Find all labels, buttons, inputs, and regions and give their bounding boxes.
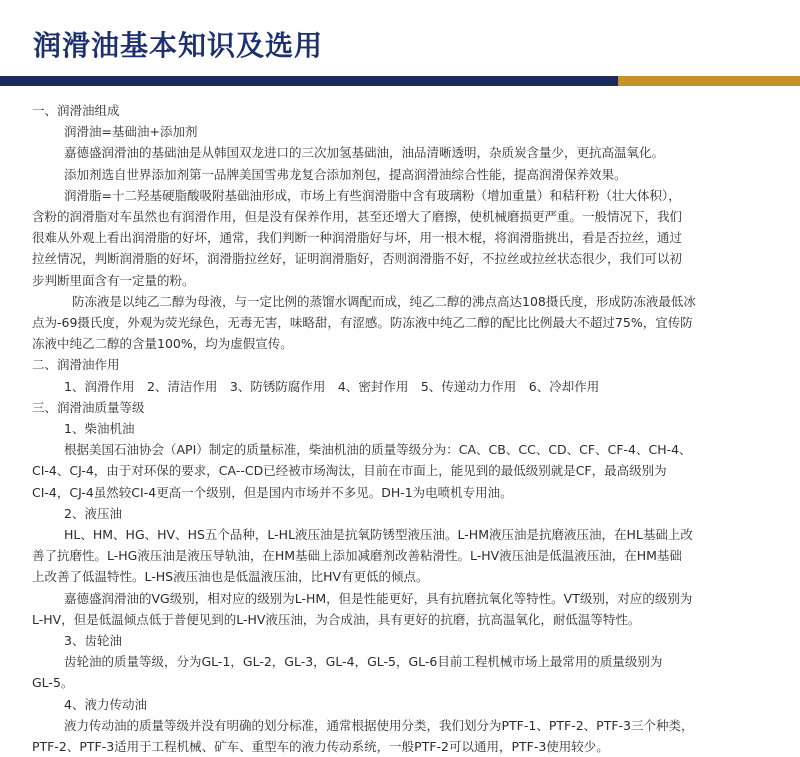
divider-dark-segment bbox=[0, 76, 618, 86]
paragraph-line: 润滑脂=十二羟基硬脂酸吸附基础油形成，市场上有些润滑脂中含有玻璃粉（增加重量）和秸秆粉（壮大体积）， bbox=[64, 187, 681, 203]
subsection-heading: 3、齿轮油 bbox=[64, 633, 122, 649]
paragraph-line: 上改善了低温特性。L-HS液压油也是低温液压油，比HV有更低的倾点。 bbox=[32, 569, 429, 585]
paragraph-line: 防冻液是以纯乙二醇为母液，与一定比例的蒸馏水调配而成，纯乙二醇的沸点高达108摄氏度，形成防冻液最低冰 bbox=[72, 293, 696, 309]
article-body bbox=[32, 100, 784, 757]
paragraph-line: 添加剂选自世界添加剂第一品牌美国雪弗龙复合添加剂包，提高润滑油综合性能，提高润滑保养效果。 bbox=[64, 166, 627, 182]
paragraph-line: PTF-2、PTF-3适用于工程机械、矿车、重型车的液力传动系统，一般PTF-2可以通用，PTF-3使用较少。 bbox=[32, 739, 609, 755]
paragraph-line: 点为-69摄氏度，外观为荧光绿色，无毒无害，味略甜，有涩感。防冻液中纯乙二醇的配比比例最大不超过75%，宜传防 bbox=[32, 315, 693, 331]
paragraph-line: 含粉的润滑脂对车虽然也有润滑作用，但是没有保养作用，甚至还增大了磨擦，使机械磨损更严重。一般情况下，我们 bbox=[32, 209, 683, 225]
paragraph-line: 很难从外观上看出润滑脂的好坏，通常，我们判断一种润滑脂好与坏，用一根木棍，将润滑脂挑出，看是否拉丝，通过 bbox=[32, 230, 683, 246]
paragraph-line: 冻液中纯乙二醇的含量100%，均为虚假宣传。 bbox=[32, 336, 293, 352]
paragraph-line: 液力传动油的质量等级并没有明确的划分标准，通常根据使用分类，我们划分为PTF-1、PTF-2、PTF-3三个种类， bbox=[64, 717, 694, 733]
paragraph-line: GL-5。 bbox=[32, 675, 74, 691]
paragraph-line: 齿轮油的质量等级，分为GL-1，GL-2，GL-3，GL-4，GL-5，GL-6目前工程机械市场上最常用的质量级别为 bbox=[64, 654, 663, 670]
page-title: 润滑油基本知识及选用 bbox=[33, 29, 324, 62]
formula-line: 润滑油=基础油+添加剂 bbox=[64, 124, 198, 140]
subsection-heading: 4、液力传动油 bbox=[64, 696, 147, 712]
paragraph-line: 根据美国石油协会（API）制定的质量标准，柴油机油的质量等级分为：CA、CB、CC、CD、CF、CF-4、CH-4、 bbox=[64, 442, 692, 458]
section-heading: 一、润滑油组成 bbox=[32, 103, 120, 118]
subsection-heading: 1、柴油机油 bbox=[64, 421, 135, 437]
paragraph-line: 嘉德盛润滑油的基础油是从韩国双龙进口的三次加氢基础油，油品清晰透明，杂质炭含量少，更抗高温氧化。 bbox=[64, 145, 665, 161]
paragraph-line: 善了抗磨性。L-HG液压油是液压导轨油，在HM基础上添加减磨剂改善粘滑性。L-HV液压油是低温液压油，在HM基础 bbox=[32, 548, 682, 564]
paragraph-line: 嘉德盛润滑油的VG级别，相对应的级别为L-HM，但是性能更好，具有抗磨抗氧化等特性。VT级别，对应的级别为 bbox=[64, 590, 693, 606]
divider-gold-segment bbox=[618, 76, 800, 86]
paragraph-line: CI-4、CJ-4，由于对环保的要求，CA--CD已经被市场淘汰，目前在市面上，能见到的最低级别就是CF，最高级别为 bbox=[32, 463, 667, 479]
paragraph-line: 拉丝情况，判断润滑脂的好坏，润滑脂拉丝好，证明润滑脂好，否则润滑脂不好，不拉丝或拉丝状态很少，我们可以初 bbox=[32, 251, 683, 267]
paragraph-line: CI-4，CJ-4虽然较CI-4更高一个级别，但是国内市场并不多见。DH-1为电喷机专用油。 bbox=[32, 484, 513, 500]
title-divider bbox=[0, 76, 800, 86]
subsection-heading: 2、液压油 bbox=[64, 505, 122, 521]
section-heading: 三、润滑油质量等级 bbox=[32, 399, 145, 415]
uses-list: 1、润滑作用 2、清洁作用 3、防锈防腐作用 4、密封作用 5、传递动力作用 6、冷却作用 bbox=[64, 378, 600, 394]
paragraph-line: L-HV，但是低温倾点低于普便见到的L-HV液压油，为合成油，具有更好的抗磨，抗高温氧化，耐低温等特性。 bbox=[32, 611, 641, 627]
paragraph-line: 步判断里面含有一定量的粉。 bbox=[32, 272, 195, 288]
paragraph-line: HL、HM、HG、HV、HS五个品种，L-HL液压油是抗氧防锈型液压油。L-HM液压油是抗磨液压油，在HL基础上改 bbox=[64, 527, 693, 543]
section-heading: 二、润滑油作用 bbox=[32, 357, 120, 373]
